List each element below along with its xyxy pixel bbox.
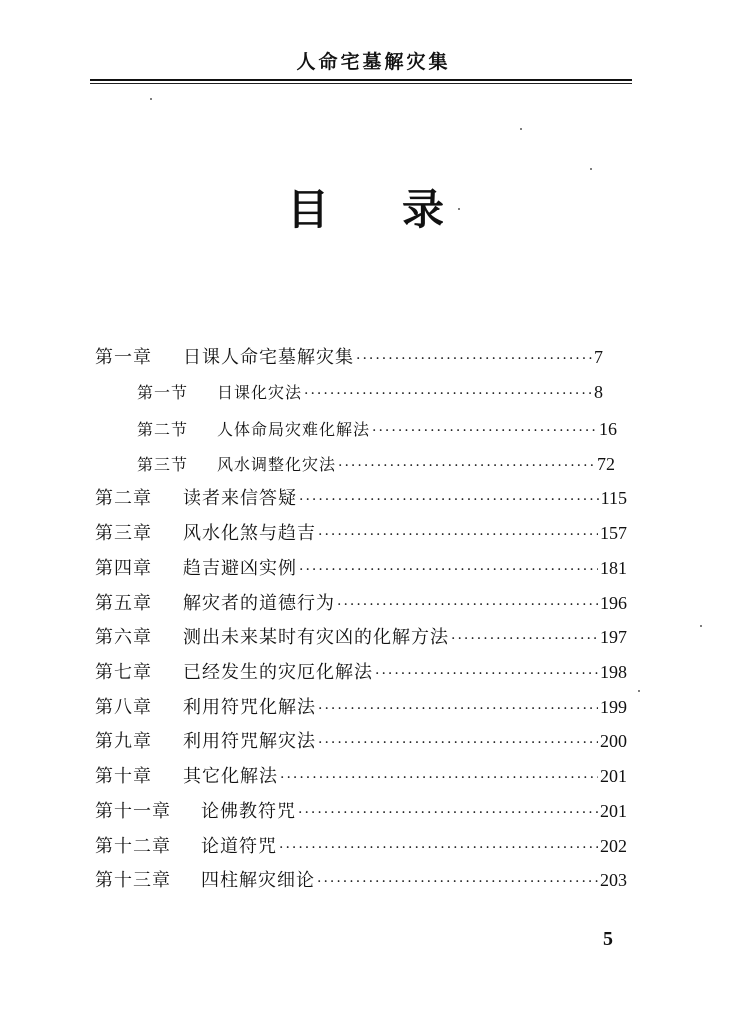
toc-entry-label: 已经发生的灾厄化解法 xyxy=(183,662,373,683)
toc-entry-page: 8 xyxy=(594,382,603,402)
toc-entry-section-1[interactable] xyxy=(137,377,603,407)
toc-entry-chapter-10[interactable] xyxy=(95,761,627,791)
toc-entry-chapter-7[interactable] xyxy=(95,657,627,687)
toc-entry-chapter-4[interactable] xyxy=(95,553,627,583)
scan-speck xyxy=(638,690,640,692)
toc-entry-label: 测出未来某时有灾凶的化解方法 xyxy=(183,627,449,648)
toc-entry-number: 第九章 xyxy=(95,731,152,752)
toc-entry-chapter-1[interactable] xyxy=(95,342,603,372)
toc-entry-number: 第一节 xyxy=(137,383,189,402)
toc-entry-label: 趋吉避凶实例 xyxy=(183,558,297,579)
toc-entry-number: 第八章 xyxy=(95,697,152,718)
toc-entry-page: 72 xyxy=(597,454,615,474)
toc-entry-page: 196 xyxy=(600,593,627,613)
toc-entry-chapter-12[interactable] xyxy=(95,831,627,861)
toc-entry-page: 200 xyxy=(600,731,627,751)
toc-entry-label: 风水化煞与趋吉 xyxy=(183,523,316,544)
toc-leader-dots xyxy=(304,379,592,409)
toc-entry-page: 115 xyxy=(600,488,627,508)
toc-entry-label: 论佛教符咒 xyxy=(201,801,296,822)
toc-leader-dots xyxy=(356,344,592,374)
toc-entry-number: 第七章 xyxy=(95,662,152,683)
toc-leader-dots xyxy=(318,520,598,550)
toc-entry-chapter-11[interactable] xyxy=(95,796,627,826)
toc-entry-page: 201 xyxy=(600,766,627,786)
toc-entry-number: 第十三章 xyxy=(95,870,171,891)
page-number: 5 xyxy=(603,928,613,950)
toc-leader-dots xyxy=(338,451,595,481)
toc-leader-dots xyxy=(375,659,598,689)
toc-entry-label: 日课人命宅墓解灾集 xyxy=(183,347,354,368)
toc-entry-label: 人体命局灾难化解法 xyxy=(217,420,371,439)
toc-entry-page: 203 xyxy=(600,870,627,890)
toc-entry-label: 利用符咒化解法 xyxy=(183,697,316,718)
toc-entry-label: 论道符咒 xyxy=(201,836,277,857)
toc-leader-dots xyxy=(337,590,598,620)
toc-entry-chapter-5[interactable] xyxy=(95,588,627,618)
toc-entry-page: 202 xyxy=(600,836,627,856)
scan-speck xyxy=(458,208,460,210)
toc-leader-dots xyxy=(318,694,598,724)
header-rule-thin xyxy=(90,83,632,84)
toc-entry-chapter-3[interactable] xyxy=(95,518,627,548)
toc-entry-chapter-9[interactable] xyxy=(95,726,627,756)
toc-entry-label: 读者来信答疑 xyxy=(183,488,297,509)
page-title-char-1: 目 xyxy=(287,185,330,234)
toc-entry-label: 日课化灾法 xyxy=(217,383,303,402)
toc-entry-number: 第二节 xyxy=(137,420,189,439)
toc-entry-page: 197 xyxy=(600,627,627,647)
toc-entry-label: 其它化解法 xyxy=(183,766,278,787)
toc-entry-chapter-2[interactable] xyxy=(95,483,627,513)
toc-entry-number: 第十一章 xyxy=(95,801,171,822)
toc-entry-page: 7 xyxy=(594,347,603,367)
scan-speck xyxy=(520,128,522,130)
toc-leader-dots xyxy=(279,833,598,863)
toc-entry-number: 第五章 xyxy=(95,593,152,614)
toc-entry-page: 157 xyxy=(600,523,627,543)
toc-entry-page: 199 xyxy=(600,697,627,717)
toc-entry-number: 第十二章 xyxy=(95,836,171,857)
toc-entry-section-2[interactable] xyxy=(137,414,617,444)
toc-leader-dots xyxy=(280,763,598,793)
toc-entry-number: 第十章 xyxy=(95,766,152,787)
toc-entry-section-3[interactable] xyxy=(137,449,615,479)
toc-leader-dots xyxy=(317,867,598,897)
toc-entry-label: 利用符咒解灾法 xyxy=(183,731,316,752)
toc-entry-page: 198 xyxy=(600,662,627,682)
toc-entry-label: 风水调整化灾法 xyxy=(217,455,337,474)
toc-entry-number: 第三节 xyxy=(137,455,189,474)
toc-entry-number: 第二章 xyxy=(95,488,152,509)
toc-entry-label: 四柱解灾细论 xyxy=(201,870,315,891)
toc-leader-dots xyxy=(372,416,597,446)
toc-entry-chapter-8[interactable] xyxy=(95,692,627,722)
toc-leader-dots xyxy=(318,728,598,758)
header-rule xyxy=(90,79,632,81)
toc-entry-page: 16 xyxy=(599,419,617,439)
toc-entry-number: 第一章 xyxy=(95,347,152,368)
toc-entry-number: 第三章 xyxy=(95,523,152,544)
toc-entry-page: 201 xyxy=(600,801,627,821)
scan-speck xyxy=(150,98,152,100)
toc-leader-dots xyxy=(451,624,598,654)
toc-entry-page: 181 xyxy=(600,558,627,578)
toc-leader-dots xyxy=(298,798,598,828)
book-title: 人命宅墓解灾集 xyxy=(296,51,451,73)
toc-entry-chapter-6[interactable] xyxy=(95,622,627,652)
toc-entry-number: 第六章 xyxy=(95,627,152,648)
toc-leader-dots xyxy=(299,555,598,585)
scan-speck xyxy=(700,625,702,627)
toc-leader-dots xyxy=(299,485,599,515)
toc-entry-label: 解灾者的道德行为 xyxy=(183,593,335,614)
scan-speck xyxy=(590,168,592,170)
page-title-char-2: 录 xyxy=(402,185,445,234)
toc-entry-chapter-13[interactable] xyxy=(95,865,627,895)
toc-entry-number: 第四章 xyxy=(95,558,152,579)
